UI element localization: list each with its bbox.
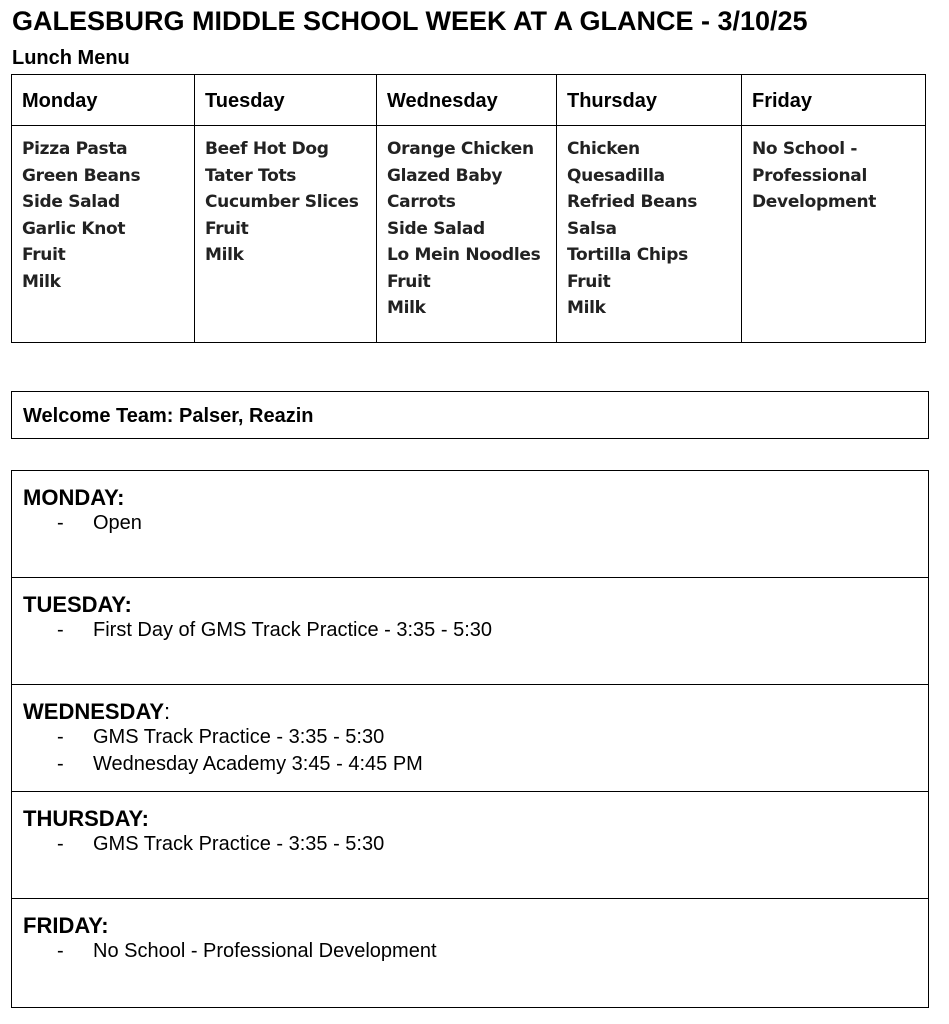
welcome-team-box [11, 391, 929, 439]
lunch-day-header: Wednesday [377, 75, 557, 126]
menu-item: Milk [567, 298, 606, 318]
lunch-cell-friday [742, 126, 926, 343]
lunch-menu-heading: Lunch Menu [12, 47, 130, 69]
menu-item: Fruit [387, 271, 431, 292]
menu-item: Fruit [22, 245, 66, 265]
menu-item: Milk [22, 271, 61, 292]
event-text: Open [93, 512, 142, 534]
menu-item: Beef Hot Dog [205, 139, 329, 159]
day-heading-colon: : [164, 699, 171, 724]
menu-item: Fruit [567, 271, 611, 292]
menu-item: Tortilla Chips [567, 245, 688, 265]
page-title: GALESBURG MIDDLE SCHOOL WEEK AT A GLANCE - 3/10/25 [12, 6, 808, 36]
lunch-cell-wednesday [377, 126, 557, 343]
event-text: Wednesday Academy 3:45 - 4:45 PM [93, 753, 423, 775]
schedule-day-friday [12, 899, 928, 1006]
menu-item: Salsa [567, 218, 617, 239]
bullet-dash: - [57, 512, 64, 534]
lunch-day-header: Friday [742, 75, 926, 126]
menu-item: Professional [752, 165, 867, 186]
menu-item: Side Salad [387, 218, 485, 239]
menu-item: Carrots [387, 192, 456, 212]
menu-item: Orange Chicken [387, 139, 534, 159]
schedule-day-monday [12, 471, 928, 578]
menu-item: Milk [387, 298, 426, 318]
menu-item: Quesadilla [567, 165, 665, 186]
schedule-day-thursday [12, 792, 928, 899]
menu-item: Lo Mein Noodles [387, 245, 541, 265]
menu-item: Fruit [205, 218, 249, 239]
event-text: GMS Track Practice - 3:35 - 5:30 [93, 833, 385, 855]
weekly-schedule [11, 470, 929, 1008]
day-heading-label: WEDNESDAY [23, 699, 164, 724]
lunch-cell-thursday [557, 126, 742, 343]
lunch-cell-tuesday [195, 126, 377, 343]
schedule-day-tuesday [12, 578, 928, 685]
menu-item: No School - [752, 139, 858, 159]
lunch-menu-table [11, 74, 926, 343]
day-heading [23, 699, 170, 725]
menu-item: Glazed Baby [387, 165, 503, 186]
menu-item: Refried Beans [567, 192, 698, 212]
menu-item: Side Salad [22, 192, 120, 212]
bullet-dash: - [57, 726, 64, 748]
menu-item: Cucumber Slices [205, 192, 359, 212]
bullet-dash: - [57, 940, 64, 962]
event-text: GMS Track Practice - 3:35 - 5:30 [93, 726, 385, 748]
day-heading: TUESDAY: [23, 592, 132, 617]
day-heading: FRIDAY: [23, 913, 109, 938]
menu-item: Milk [205, 245, 244, 265]
lunch-day-header: Monday [12, 75, 195, 126]
event-text: First Day of GMS Track Practice - 3:35 - 5:30 [93, 619, 493, 641]
lunch-day-header: Thursday [557, 75, 742, 126]
menu-item: Chicken [567, 139, 640, 159]
lunch-items-row [12, 126, 926, 343]
menu-item: Green Beans [22, 165, 141, 186]
welcome-team-text: Welcome Team: Palser, Reazin [23, 405, 314, 427]
menu-item: Tater Tots [205, 165, 297, 186]
schedule-day-wednesday [12, 685, 928, 792]
menu-item: Pizza Pasta [22, 139, 128, 159]
bullet-dash: - [57, 753, 64, 775]
bullet-dash: - [57, 619, 64, 641]
lunch-day-header: Tuesday [195, 75, 377, 126]
menu-item: Garlic Knot [22, 218, 126, 239]
lunch-cell-monday [12, 126, 195, 343]
bullet-dash: - [57, 833, 64, 855]
day-heading: THURSDAY: [23, 806, 149, 831]
lunch-header-row [12, 75, 926, 126]
event-text: No School - Professional Development [93, 940, 437, 962]
menu-item: Development [752, 192, 877, 212]
day-heading: MONDAY: [23, 485, 125, 510]
